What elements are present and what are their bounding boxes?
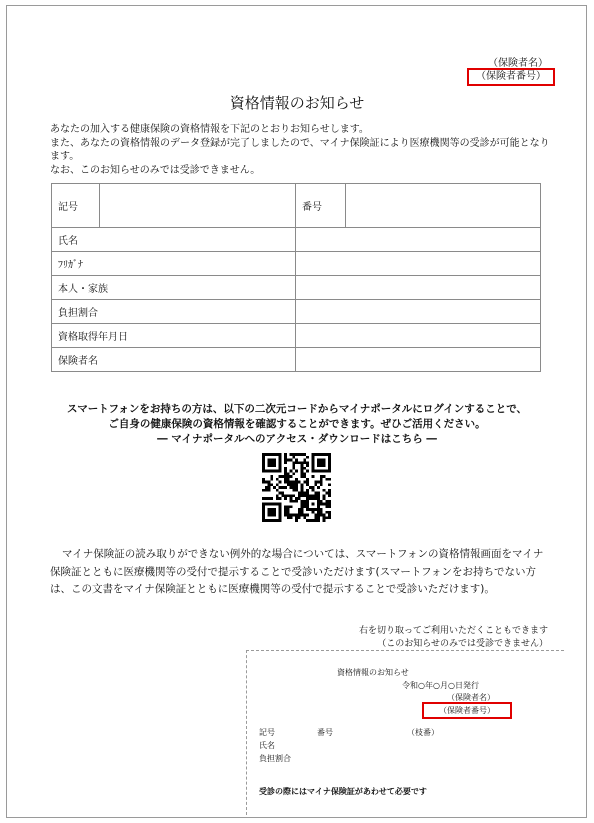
document-title: 資格情報のお知らせ — [229, 94, 365, 112]
row-value — [296, 324, 541, 348]
table-row — [52, 324, 541, 348]
table-row — [52, 300, 541, 324]
row-value — [296, 228, 541, 252]
stub-footer-note: 受診の際にはマイナ保険証があわせて必要です — [259, 787, 427, 796]
kigo-label: 記号 — [52, 184, 100, 228]
qualification-table — [51, 183, 541, 372]
insurer-name: （保険者名） — [488, 58, 548, 69]
intro-text — [50, 123, 555, 177]
intro-line-2: また、あなたの資格情報のデータ登録が完了しましたので、マイナ保険証により医療機関等の受診が可能となります。 — [50, 137, 550, 162]
stub-name-label: 氏名 — [259, 741, 275, 750]
row-label-furigana: ﾌﾘｶﾞﾅ — [52, 252, 296, 276]
insurer-number-box: （保険者番号） — [467, 68, 555, 86]
cut-note-line-2: （このお知らせのみでは受診できません） — [377, 638, 548, 649]
notice-line-3: ― マイナポータルへのアクセス・ダウンロードはこちら ― — [157, 433, 437, 445]
stub-edaban-label: （枝番） — [407, 728, 439, 737]
row-value — [296, 276, 541, 300]
row-value — [296, 348, 541, 372]
cut-out-note — [308, 625, 548, 650]
row-label-relation: 本人・家族 — [52, 276, 296, 300]
cut-out-stub — [246, 650, 564, 815]
stub-kigo-label: 記号 — [259, 728, 275, 737]
stub-bango-label: 番号 — [317, 728, 333, 737]
table-row-kigo-bango — [52, 184, 541, 228]
smartphone-notice — [0, 402, 594, 447]
bango-value — [346, 184, 541, 228]
intro-line-3: なお、このお知らせのみでは受診できません。 — [50, 164, 261, 176]
exception-paragraph: マイナ保険証の読み取りができない例外的な場合については、スマートフォンの資格情報画面をマイナ保険証とともに医療機関等の受付で提示することで受診いただけます(スマートフォンをお持ちでない方は、この文書をマイナ保険証とともに医療機関等の受付で提示することで受診いただけます)。 — [50, 548, 544, 595]
stub-burden-ratio-label: 負担割合 — [259, 754, 291, 763]
cut-note-line-1: 右を切り取ってご利用いただくこともできます — [358, 626, 548, 636]
table-row — [52, 348, 541, 372]
bango-label: 番号 — [296, 184, 346, 228]
row-label-burden-ratio: 負担割合 — [52, 300, 296, 324]
row-label-acquisition-date: 資格取得年月日 — [52, 324, 296, 348]
row-label-name: 氏名 — [52, 228, 296, 252]
row-label-insurer-name: 保険者名 — [52, 348, 296, 372]
notice-line-1: スマートフォンをお持ちの方は、以下の二次元コードからマイナポータルにログインすることで、 — [66, 403, 527, 415]
qr-code-icon[interactable] — [262, 453, 331, 522]
row-value — [296, 300, 541, 324]
stub-title: 資格情報のお知らせ — [337, 668, 409, 677]
stub-insurer-number-box: （保険者番号） — [422, 702, 512, 719]
kigo-value — [100, 184, 296, 228]
table-row — [52, 252, 541, 276]
stub-insurer-name: （保険者名） — [447, 693, 495, 702]
stub-issue-date: 令和○年○月○日発行 — [402, 681, 479, 690]
intro-line-1: あなたの加入する健康保険の資格情報を下記のとおりお知らせします。 — [50, 124, 369, 135]
table-row — [52, 276, 541, 300]
row-value — [296, 252, 541, 276]
notice-line-2: ご自身の健康保険の資格情報を確認することができます。ぜひご活用ください。 — [108, 418, 486, 430]
table-row — [52, 228, 541, 252]
